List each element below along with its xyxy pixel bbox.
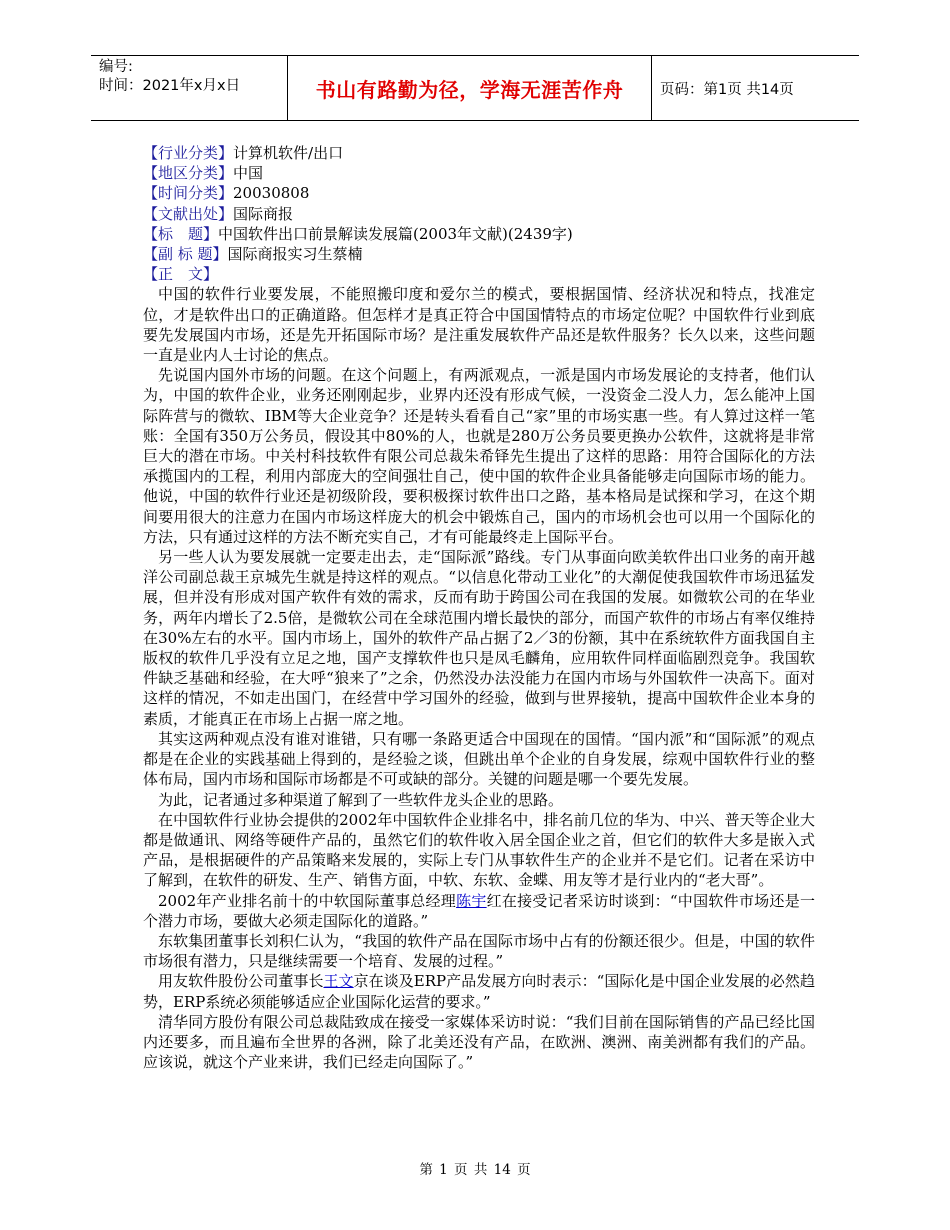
- document-time: 时间：2021年x月x日: [99, 78, 241, 94]
- header-page-info: 页码：第1页 共14页: [660, 81, 794, 98]
- paragraph-chen: [143, 891, 815, 931]
- header-motto: 书山有路勤为径，学海无涯苦作舟: [287, 56, 652, 120]
- page-header: [91, 55, 859, 121]
- text-span: 红在接受记者采访时谈到：“中国软件市场还是一个潜力市场，要做大必须走国际化的道路。”: [143, 891, 815, 930]
- meta-label: 【正 文】: [143, 265, 219, 284]
- meta-value: 计算机软件/出口: [233, 144, 344, 162]
- meta-industry: [143, 143, 815, 163]
- meta-value: 中国软件出口前景解读发展篇(2003年文献)(2439字): [218, 224, 573, 243]
- paragraph: 东软集团董事长刘积仁认为，“我国的软件产品在国际市场中占有的份额还很少。但是，中国的软件市场很有潜力，只是继续需要一个培育、发展的过程。”: [143, 931, 815, 971]
- text-span: 京在谈及ERP产品发展方向时表示：“国际化是中国企业发展的必然趋势，ERP系统必须能够适应企业国际化运营的要求。”: [143, 972, 815, 1011]
- paragraph: 先说国内国外市场的问题。在这个问题上，有两派观点，一派是国内市场发展论的支持者，他们认为，中国的软件企业，业务还刚刚起步，业界内还没有形成气候，一没资金二没人力，怎么能冲上国际阵营与的微软、IBM等大企业竞争？还是转头看看自己“家”里的市场实惠一些。有人算过这样一笔账：全国有350万公务员，假设其中80%的人，也就是280万公务员要更换办公软件，这就将是非常巨大的潜在市场。中关村科技软件有限公司总裁朱希铎先生提出了这样的思路：用符合国际化的方法承揽国内的工程，利用内部庞大的空间强壮自己，使中国的软件企业具备能够走向国际市场的能力。他说，中国的软件行业还是初级阶段，要积极探讨软件出口之路，基本格局是试探和学习，在这个期间要用很大的注意力在国内市场这样庞大的机会中锻炼自己，国内的市场机会也可以用一个国际化的方法，只有通过这样的方法不断充实自己，才有可能最终走上国际平台。: [143, 366, 815, 546]
- meta-region: [143, 163, 815, 183]
- meta-value: 中国: [233, 164, 264, 183]
- paragraph: 为此，记者通过多种渠道了解到了一些软件龙头企业的思路。: [158, 790, 564, 809]
- paragraph: 其实这两种观点没有谁对谁错，只有哪一条路更适合中国现在的国情。“国内派”和“国际派”的观点都是在企业的实践基础上得到的，是经验之谈，但跳出单个企业的自身发展，综观中国软件行业的整体布局，国内市场和国际市场都是不可或缺的部分。关键的问题是哪一个要先发展。: [143, 729, 815, 789]
- document-body: [143, 143, 815, 1072]
- meta-title: [143, 224, 815, 244]
- meta-label: 【标 题】: [143, 224, 219, 243]
- meta-date: [143, 183, 815, 203]
- text-span: 用友软件股份公司董事长: [158, 972, 324, 991]
- paragraph-wang: [143, 971, 815, 1011]
- header-info: [91, 56, 287, 120]
- meta-subtitle: [143, 244, 815, 264]
- meta-value: 国际商报实习生蔡楠: [227, 245, 363, 264]
- name-link-chenyu[interactable]: 陈宇: [456, 891, 487, 910]
- meta-body-label: [143, 264, 815, 284]
- paragraph: 另一些人认为要发展就一定要走出去，走“国际派”路线。专门从事面向欧美软件出口业务的南开越洋公司副总裁王京城先生就是持这样的观点。“以信息化带动工业化”的大潮促使我国软件市场迅猛发展，但并没有形成对国产软件有效的需求，反而有助于跨国公司在我国的发展。如微软公司的在华业务，两年内增长了2.5倍，是微软公司在全球范围内增长最快的部分，而国产软件的市场占有率仅维持在30%左右的水平。国内市场上，国外的软件产品占据了2／3的份额，其中在系统软件方面我国自主版权的软件几乎没有立足之地，国产支撑软件也只是凤毛麟角，应用软件同样面临剧烈竞争。我国软件缺乏基础和经验，在大呼“狼来了”之余，仍然没办法没能力在国内市场与外国软件一决高下。面对这样的情况，不如走出国门，在经营中学习国外的经验，做到与世界接轨，提高中国软件企业本身的素质，才能真正在市场上占据一席之地。: [143, 548, 815, 728]
- meta-label: 【地区分类】: [143, 164, 234, 183]
- name-link-wangwen[interactable]: 王文: [323, 972, 354, 991]
- meta-value: 20030808: [233, 184, 310, 203]
- paragraph: 在中国软件行业协会提供的2002年中国软件企业排名中，排名前几位的华为、中兴、普天等企业大都是做通讯、网络等硬件产品的，虽然它们的软件收入居全国企业之首，但它们的软件大多是嵌入式产品，是根据硬件的产品策略来发展的，实际上专门从事软件生产的企业并不是它们。记者在采访中了解到，在软件的研发、生产、销售方面，中软、东软、金蝶、用友等才是行业内的“老大哥”。: [143, 810, 815, 890]
- paragraph: 中国的软件行业要发展，不能照搬印度和爱尔兰的模式，要根据国情、经济状况和特点，找准定位，才是软件出口的正确道路。但怎样才是真正符合中国国情特点的市场定位呢？中国软件行业到底要先发展国内市场，还是先开拓国际市场？是注重发展软件产品还是软件服务？长久以来，这些问题一直是业内人士讨论的焦点。: [143, 285, 815, 365]
- page-footer: 第 1 页 共 14 页: [419, 1162, 531, 1178]
- meta-source: [143, 204, 815, 224]
- paragraph: 清华同方股份有限公司总裁陆致成在接受一家媒体采访时说：“我们目前在国际销售的产品已经比国内还要多，而且遍布全世界的各洲，除了北美还没有产品，在欧洲、澳洲、南美洲都有我们的产品。应该说，就这个产业来讲，我们已经走向国际了。”: [143, 1012, 815, 1072]
- meta-label: 【时间分类】: [143, 184, 234, 203]
- meta-label: 【文献出处】: [143, 204, 234, 223]
- meta-label: 【副 标 题】: [143, 245, 228, 264]
- text-span: 2002年产业排名前十的中软国际董事总经理: [158, 891, 457, 910]
- meta-label: 【行业分类】: [143, 144, 234, 162]
- document-number-label: 编号:: [99, 59, 133, 75]
- meta-value: 国际商报: [233, 204, 294, 223]
